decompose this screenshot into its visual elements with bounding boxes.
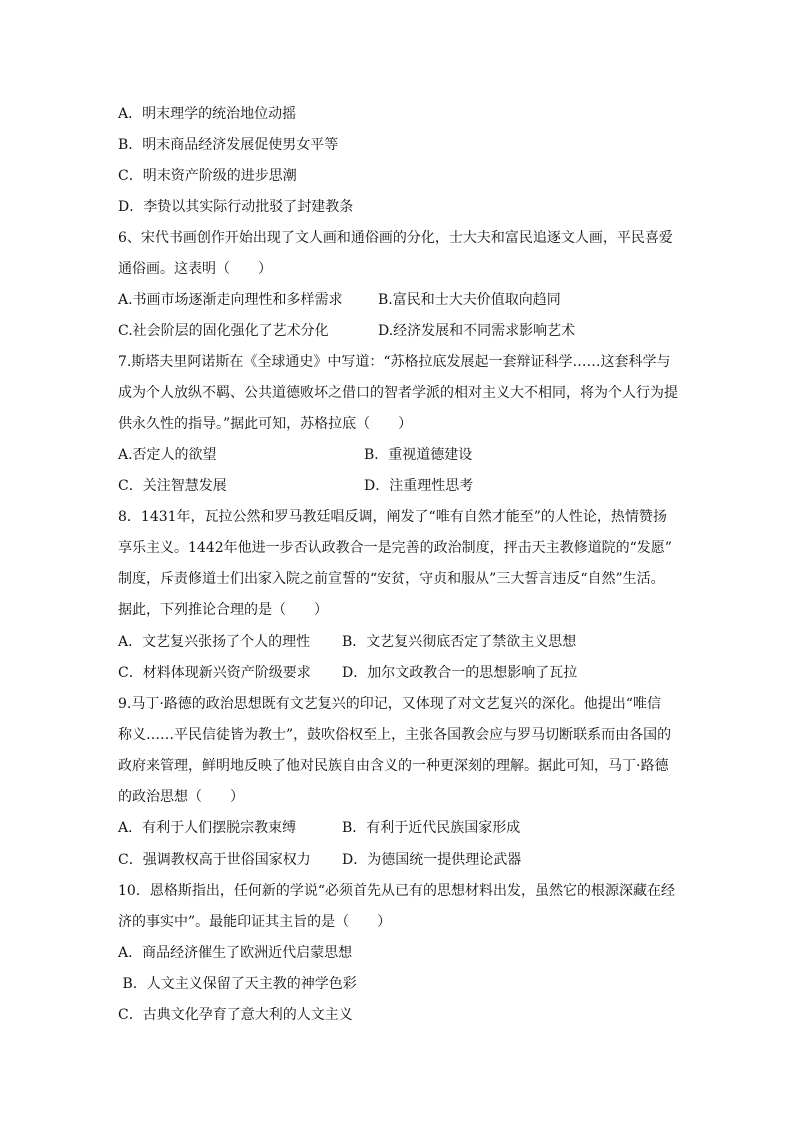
q8-stem-line-4: 据此，下列推论合理的是（ ）	[118, 602, 328, 618]
q9-stem-line-3: 政府来管理，鲜明地反映了他对民族自由含义的一种更深刻的理解。据此可知，马丁·路德	[118, 758, 669, 774]
q8-option-d: D．加尔文政教合一的思想影响了瓦拉	[342, 665, 578, 681]
q6-stem-line-2: 通俗画。这表明（ ）	[118, 261, 272, 277]
q6-option-b: B.富民和士大夫价值取向趋同	[378, 292, 561, 308]
q8-stem-line-3: 制度，斥责修道士们出家入院之前宣誓的“安贫，守贞和服从”三大誓言违反“自然”生活。	[118, 571, 665, 587]
q5-option-d: D．李贽以其实际行动批驳了封建教条	[118, 199, 354, 215]
q9-stem-line-4: 的政治思想（ ）	[118, 789, 244, 805]
q6-option-d: D.经济发展和不同需求影响艺术	[378, 323, 576, 339]
q10-stem-line-1: 10．恩格斯指出，任何新的学说“必须首先从已有的思想材料出发，虽然它的根源深藏在经	[118, 883, 675, 899]
q9-option-a: A．有利于人们摆脱宗教束缚	[118, 820, 297, 836]
q8-stem-line-2: 享乐主义。1442年他进一步否认政教合一是完善的政治制度，抨击天主教修道院的“发愿”	[118, 540, 672, 556]
q10-stem-line-2: 济的事实中”。最能印证其主旨的是（ ）	[118, 914, 392, 930]
q9-stem-line-2: 称义……平民信徒皆为教士”，鼓吹俗权至上，主张各国教会应与罗马切断联系而由各国的	[118, 727, 672, 743]
q5-option-a: A．明末理学的统治地位动摇	[118, 106, 297, 122]
q10-option-a: A．商品经济催生了欧洲近代启蒙思想	[118, 945, 353, 961]
q9-stem-line-1: 9.马丁·路德的政治思想既有文艺复兴的印记，又体现了对文艺复兴的深化。他提出“唯信	[118, 696, 661, 712]
q8-stem-line-1: 8．1431年，瓦拉公然和罗马教廷唱反调，阐发了“唯有自然才能至”的人性论，热情赞扬	[118, 509, 667, 525]
q8-option-a: A．文艺复兴张扬了个人的理性	[118, 634, 311, 650]
q10-option-c: C．古典文化孕育了意大利的人文主义	[118, 1007, 353, 1023]
q7-option-d: D．注重理性思考	[364, 478, 474, 494]
q5-option-c: C．明末资产阶级的进步思潮	[118, 168, 297, 184]
q7-option-b: B．重视道德建设	[364, 447, 473, 463]
q6-stem-line-1: 6、宋代书画创作开始出现了文人画和通俗画的分化，士大夫和富民追逐文人画，平民喜爱	[118, 230, 673, 246]
q9-option-c: C．强调教权高于世俗国家权力	[118, 852, 311, 868]
q8-option-c: C．材料体现新兴资产阶级要求	[118, 665, 311, 681]
q8-option-b: B．文艺复兴彻底否定了禁欲主义思想	[342, 634, 577, 650]
q9-option-d: D．为德国统一提供理论武器	[342, 852, 522, 868]
q5-option-b: B．明末商品经济发展促使男女平等	[118, 137, 339, 153]
q9-option-b: B．有利于近代民族国家形成	[342, 820, 521, 836]
q7-option-c: C．关注智慧发展	[118, 478, 227, 494]
q6-option-c: C.社会阶层的固化强化了艺术分化	[118, 323, 329, 339]
q7-stem-line-1: 7.斯塔夫里阿诺斯在《全球通史》中写道：“苏格拉底发展起一套辩证科学……这套科学与	[118, 354, 671, 370]
q7-option-a: A.否定人的欲望	[118, 447, 217, 463]
q7-stem-line-2: 成为个人放纵不羁、公共道德败坏之借口的智者学派的相对主义大不相同，将为个人行为提	[118, 385, 678, 401]
q6-option-a: A.书画市场逐渐走向理性和多样需求	[118, 292, 343, 308]
q10-option-b: B．人文主义保留了天主教的神学色彩	[118, 976, 357, 992]
q7-stem-line-3: 供永久性的指导。”据此可知，苏格拉底（ ）	[118, 416, 413, 432]
